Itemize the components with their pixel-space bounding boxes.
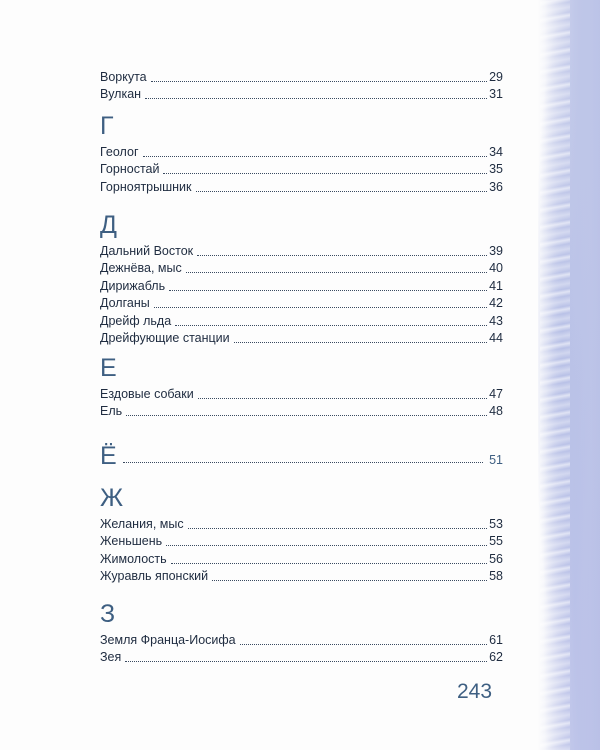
entry-title: Вулкан: [100, 87, 142, 101]
section-letter-zh: Ж: [100, 484, 124, 512]
dot-leader: [166, 545, 487, 546]
index-entry: [100, 567, 503, 585]
index-entry: [100, 276, 503, 294]
dot-leader: [145, 98, 487, 99]
dot-leader: [154, 307, 487, 308]
dot-leader: [198, 398, 487, 399]
entry-page: 44: [489, 331, 503, 345]
index-entry: [100, 630, 503, 648]
section-letter-z: З: [100, 600, 116, 628]
dot-leader: [188, 528, 487, 529]
index-entry: [100, 142, 503, 160]
section-d-entries: [100, 241, 503, 346]
dot-leader: [125, 661, 487, 662]
dot-leader: [171, 563, 487, 564]
entry-page: 58: [489, 569, 503, 583]
entry-page: 43: [489, 313, 503, 328]
dot-leader: [169, 290, 487, 291]
section-zh-entries: [100, 514, 503, 584]
entry-title: Зея: [100, 650, 122, 664]
index-entry: [100, 241, 503, 259]
entry-title: Ель: [100, 404, 123, 418]
index-entry: [100, 648, 503, 666]
index-entry: [100, 177, 503, 195]
page-number: 243: [457, 680, 493, 703]
entry-page: 47: [489, 386, 503, 401]
entry-title: Геолог: [100, 144, 139, 159]
dot-leader: [186, 272, 487, 273]
section-letter-g: Г: [100, 112, 114, 140]
index-entry: [100, 514, 503, 532]
entry-page: 31: [489, 87, 503, 101]
index-entry: [100, 402, 503, 420]
section-yo-row: [100, 443, 503, 469]
entry-page: 34: [489, 144, 503, 159]
entry-page: 41: [489, 278, 503, 293]
entry-title: Журавль японский: [100, 569, 209, 583]
dot-leader: [143, 156, 488, 157]
entry-page: 61: [489, 632, 503, 647]
entry-title: Земля Франца-Иосифа: [100, 632, 236, 647]
entry-page: 35: [489, 162, 503, 176]
section-z-entries: [100, 630, 503, 665]
section-letter-d: Д: [100, 211, 117, 239]
entry-page: 51: [489, 453, 503, 467]
dot-leader: [197, 255, 487, 256]
index-entry: [100, 294, 503, 312]
index-entry: [100, 384, 503, 402]
entry-title: Дежнёва, мыс: [100, 261, 182, 275]
entry-page: 55: [489, 534, 503, 548]
entry-title: Дрейф льда: [100, 313, 172, 328]
entry-page: 42: [489, 296, 503, 310]
index-entry: [100, 67, 503, 85]
dot-leader: [234, 342, 487, 343]
entry-page: 48: [489, 404, 503, 418]
entry-page: 36: [489, 179, 503, 194]
entry-title: Женьшень: [100, 534, 163, 548]
section-e-entries: [100, 384, 503, 419]
index-entry: [100, 329, 503, 347]
index-entry: [100, 311, 503, 329]
entry-page: 53: [489, 516, 503, 531]
entry-title: Дрейфующие станции: [100, 331, 230, 345]
section-letter-yo: Ё: [100, 442, 117, 470]
entry-page: 29: [489, 69, 503, 84]
dot-leader: [240, 644, 487, 645]
entry-page: 40: [489, 261, 503, 275]
index-entry: [100, 259, 503, 277]
entry-title: Жимолость: [100, 551, 167, 566]
entry-page: 39: [489, 243, 503, 258]
index-entry: [100, 160, 503, 178]
index-entry: [100, 549, 503, 567]
entry-title: Долганы: [100, 296, 150, 310]
dot-leader: [163, 173, 487, 174]
entry-page: 56: [489, 551, 503, 566]
frost-feather-decoration: [540, 0, 570, 750]
dot-leader: [151, 81, 487, 82]
index-entry: [100, 532, 503, 550]
dot-leader: [175, 325, 487, 326]
entry-title: Воркута: [100, 69, 147, 84]
entry-title: Горностай: [100, 162, 160, 176]
entry-title: Дирижабль: [100, 278, 166, 293]
dot-leader: [212, 580, 487, 581]
section-v-entries: [100, 67, 503, 102]
entry-title: Желания, мыс: [100, 516, 184, 531]
entry-title: Ездовые собаки: [100, 386, 194, 401]
entry-page: 62: [489, 650, 503, 664]
dot-leader: [196, 191, 488, 192]
dot-leader: [126, 415, 487, 416]
entry-title: Горноятрышник: [100, 179, 192, 194]
section-letter-e: Е: [100, 354, 117, 382]
section-g-entries: [100, 142, 503, 195]
entry-title: Дальний Восток: [100, 243, 194, 258]
index-entry: [100, 85, 503, 103]
dot-leader: [123, 462, 483, 463]
